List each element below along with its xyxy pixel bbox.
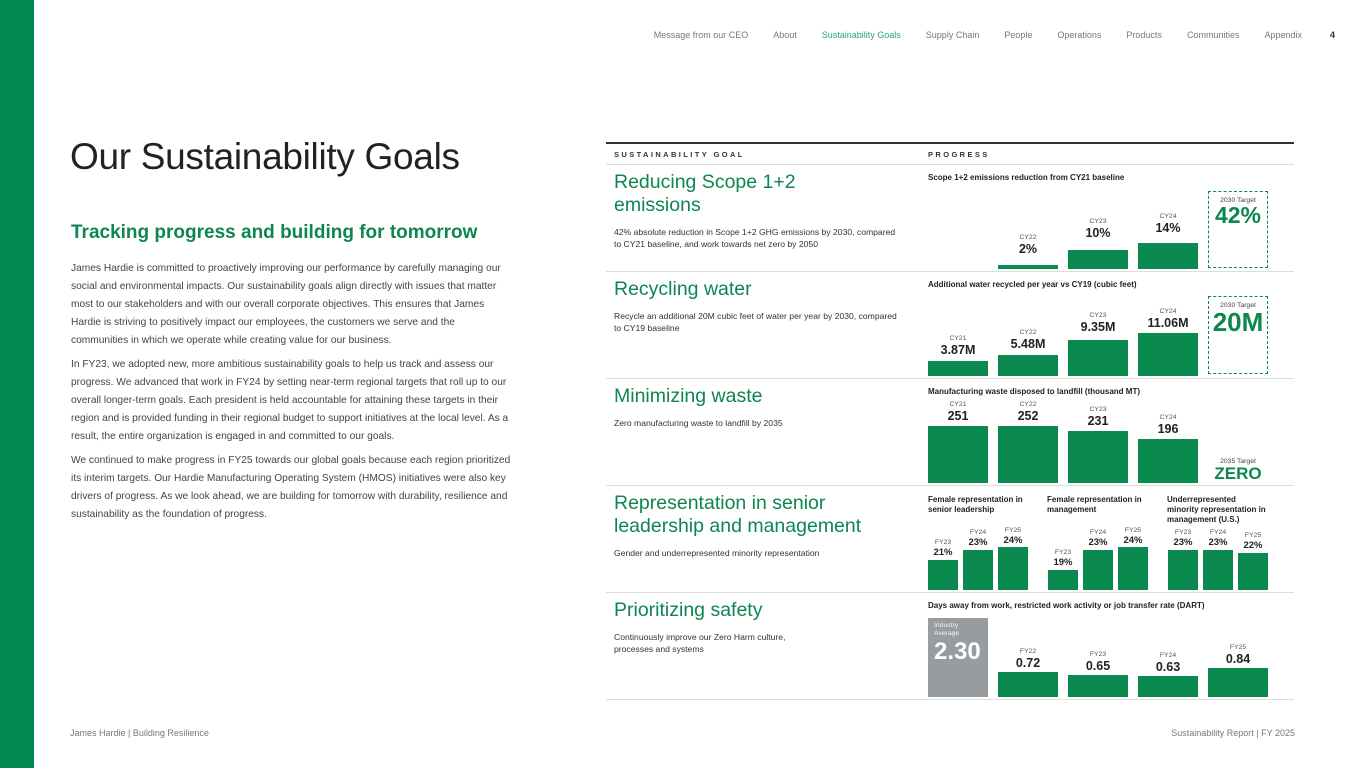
bar-fy24 <box>1083 550 1113 590</box>
bar-cy23 <box>1068 250 1128 269</box>
chart-caption: Additional water recycled per year vs CY19 (cubic feet) <box>928 280 1137 289</box>
target-box: 2030 Target 42% <box>1208 191 1268 268</box>
bar-fy24 <box>963 550 993 590</box>
goal-row-emissions <box>606 165 1294 272</box>
bar-label: FY23 0.65 <box>1085 651 1111 673</box>
goal-row-water <box>606 272 1294 379</box>
progress-chart-safety <box>922 593 1294 699</box>
industry-average-label: Industry Average <box>934 622 960 637</box>
bar-label: CY23 231 <box>1087 406 1109 428</box>
bar-label: FY24 23% <box>968 529 988 548</box>
bar-label: FY22 0.72 <box>1015 648 1041 670</box>
column-header-goal: SUSTAINABILITY GOAL <box>614 149 745 159</box>
target-label: 2035 Target ZERO <box>1214 458 1262 483</box>
progress-chart-emissions <box>922 165 1294 271</box>
bar-label: CY22 2% <box>1018 234 1038 256</box>
goal-title: Reducing Scope 1+2 emissions <box>614 171 796 216</box>
bar-label: CY22 252 <box>1017 401 1039 423</box>
chart-caption: Female representation in senior leadership <box>928 495 1023 514</box>
goal-title: Prioritizing safety <box>614 599 763 621</box>
bar-fy23 <box>1068 675 1128 697</box>
footer-left: James Hardie | Building Resilience <box>70 728 209 738</box>
bar-label: FY25 0.84 <box>1225 644 1251 666</box>
bar-label: CY23 10% <box>1085 218 1111 240</box>
bar-label: FY23 23% <box>1173 529 1193 548</box>
goal-title: Minimizing waste <box>614 385 763 407</box>
bar-label: CY21 3.87M <box>940 335 976 357</box>
bar-cy22 <box>998 265 1058 269</box>
bar-label: CY24 196 <box>1157 414 1179 436</box>
bar-cy21 <box>928 361 988 376</box>
goal-description: 42% absolute reduction in Scope 1+2 GHG emissions by 2030, compared to CY21 baseline, and work towards net zero by 2050 <box>614 227 896 249</box>
goal-row-waste <box>606 379 1294 486</box>
bar-label: CY22 5.48M <box>1010 329 1046 351</box>
bar-cy22 <box>998 355 1058 376</box>
bar-cy24 <box>1138 333 1198 376</box>
bar-cy21 <box>928 426 988 483</box>
nav-products[interactable]: Products <box>1126 30 1162 40</box>
bar-fy25 <box>1238 553 1268 590</box>
bar-label: FY24 23% <box>1208 529 1228 548</box>
bar-label: FY25 22% <box>1243 532 1263 551</box>
bar-label: FY25 24% <box>1003 527 1023 546</box>
footer-right: Sustainability Report | FY 2025 <box>1171 728 1295 738</box>
bar-cy23 <box>1068 340 1128 376</box>
chart-caption: Underrepresented minority representation in management (U.S.) <box>1167 495 1266 524</box>
bar-cy24 <box>1138 439 1198 483</box>
bar-label: CY24 11.06M <box>1147 308 1189 330</box>
goal-row-safety <box>606 593 1294 700</box>
chart-caption: Manufacturing waste disposed to landfill (thousand MT) <box>928 387 1140 396</box>
top-navigation <box>629 30 1335 40</box>
table-header <box>606 144 1294 165</box>
goal-description: Recycle an additional 20M cubic feet of water per year by 2030, compared to CY19 baseline <box>614 311 897 333</box>
goal-description: Gender and underrepresented minority representation <box>614 548 820 558</box>
bar-fy23 <box>1168 550 1198 590</box>
bar-fy24 <box>1203 550 1233 590</box>
industry-average-value: 2.30 <box>934 638 981 665</box>
bar-label: FY23 21% <box>933 539 953 558</box>
bar-fy23 <box>1048 570 1078 590</box>
nav-communities[interactable]: Communities <box>1186 30 1240 40</box>
industry-average-box <box>928 618 988 697</box>
bar-fy25 <box>1208 668 1268 697</box>
bar-label: CY23 9.35M <box>1080 312 1116 334</box>
intro-paragraph: James Hardie is committed to proactively improving our performance by carefully managing our social and environmental impacts. Our sustainability goals align directly with issues that matter most to our stakeholders and with our overall corporate objectives. This ensures that James Hardie is striving to positively impact our employees, the customers we serve and the communities in which we operate while creating value for our business. <box>71 263 501 346</box>
bar-cy22 <box>998 426 1058 483</box>
nav-supply-chain[interactable]: Supply Chain <box>925 30 980 40</box>
page-subtitle: Tracking progress and building for tomorrow <box>71 222 478 243</box>
goals-table <box>606 142 1294 700</box>
nav-about[interactable]: About <box>773 30 797 40</box>
goal-description: Zero manufacturing waste to landfill by 2035 <box>614 418 783 428</box>
brand-side-bar <box>0 0 34 768</box>
goal-row-representation <box>606 486 1294 593</box>
bar-fy23 <box>928 560 958 590</box>
bar-fy24 <box>1138 676 1198 697</box>
chart-caption: Days away from work, restricted work activity or job transfer rate (DART) <box>928 601 1205 610</box>
bar-fy22 <box>998 672 1058 697</box>
bar-cy24 <box>1138 243 1198 269</box>
page-title: Our Sustainability Goals <box>70 136 460 177</box>
progress-chart-water <box>922 272 1294 378</box>
bar-label: FY24 0.63 <box>1155 652 1181 674</box>
nav-message-from-ceo[interactable]: Message from our CEO <box>653 30 749 40</box>
bar-label: FY25 24% <box>1123 527 1143 546</box>
bar-label: FY23 19% <box>1053 549 1073 568</box>
goal-title: Representation in senior leadership and management <box>614 492 862 537</box>
nav-sustainability-goals[interactable]: Sustainability Goals <box>821 30 901 40</box>
target-box: 2030 Target 20M <box>1208 296 1268 374</box>
intro-paragraph: In FY23, we adopted new, more ambitious sustainability goals to help us track and assess our progress. We advanced that work in FY24 by setting near-term regional targets that roll up to our overall longer-term goals. Each president is held accountable for attaining these targets in their region and is provided funding in their regional budget to support initiatives at the local level. As a result, the entire organization is engaged in and committed to our goals. <box>71 359 509 442</box>
intro-text <box>71 260 511 530</box>
goal-title: Recycling water <box>614 278 752 300</box>
goal-description: Continuously improve our Zero Harm culture, processes and systems <box>614 632 786 654</box>
progress-chart-waste <box>922 379 1294 485</box>
bar-label: FY24 23% <box>1088 529 1108 548</box>
progress-chart-representation <box>922 486 1294 592</box>
nav-appendix[interactable]: Appendix <box>1264 30 1302 40</box>
column-header-progress: PROGRESS <box>928 149 990 159</box>
bar-fy25 <box>998 547 1028 590</box>
chart-caption: Female representation in management <box>1047 495 1142 514</box>
bar-cy23 <box>1068 431 1128 483</box>
nav-operations[interactable]: Operations <box>1057 30 1102 40</box>
bar-fy25 <box>1118 547 1148 590</box>
nav-people[interactable]: People <box>1004 30 1033 40</box>
chart-caption: Scope 1+2 emissions reduction from CY21 baseline <box>928 173 1125 182</box>
intro-paragraph: We continued to make progress in FY25 towards our global goals because each region prioritized its interim targets. Our Hardie Manufacturing Operating System (HMOS) initiatives were also key drivers of progress. As we look ahead, we are building for tomorrow with durability, resilience and sustainability as the foundation of progress. <box>71 455 511 520</box>
bar-label: CY24 14% <box>1155 213 1181 235</box>
bar-label: CY21 251 <box>947 401 969 423</box>
page-number: 4 <box>1329 30 1335 40</box>
